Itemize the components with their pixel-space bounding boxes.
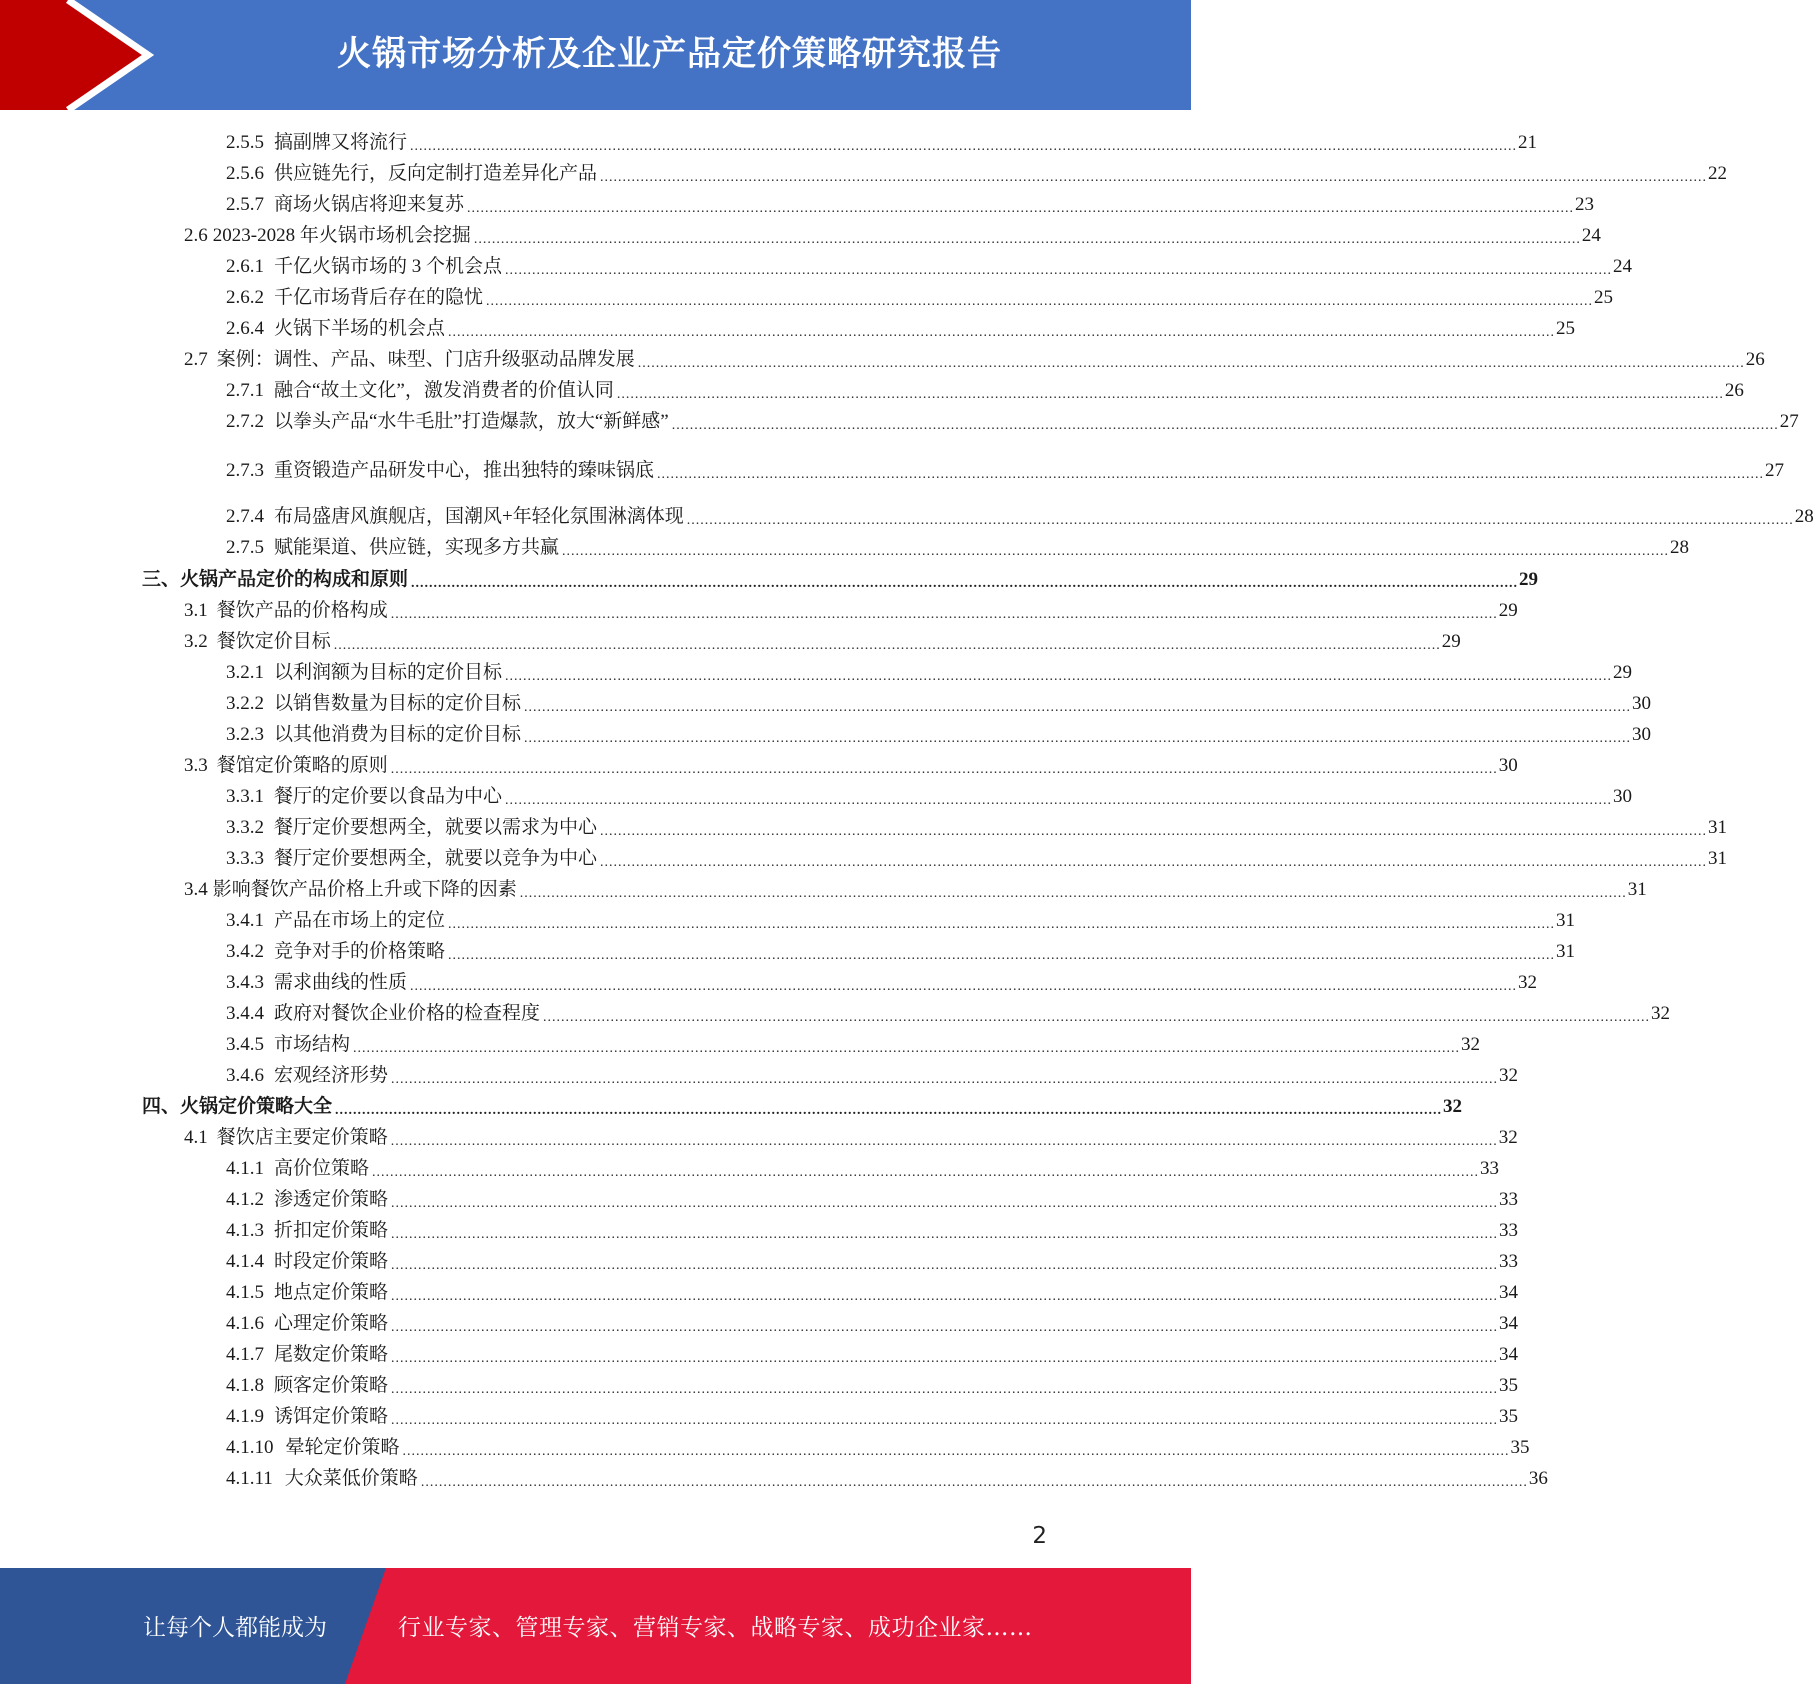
toc-dot-leader: ...................................................................................................................................................................................................................................................... xyxy=(391,1351,1499,1366)
toc-entry-title: 政府对餐饮企业价格的检查程度 xyxy=(274,1003,541,1024)
toc-entry-title: 餐馆定价策略的原则 xyxy=(216,755,388,776)
page-footer xyxy=(0,1568,1191,1684)
toc-entry-title: 重资锻造产品研发中心，推出独特的臻味锅底 xyxy=(274,460,655,481)
toc-entry[interactable] xyxy=(184,630,1461,654)
toc-entry-number: 3.2.3 xyxy=(226,724,264,745)
toc-entry-title: 餐饮店主要定价策略 xyxy=(216,1127,388,1148)
toc-entry[interactable] xyxy=(184,878,1647,902)
toc-dot-leader: ...................................................................................................................................................................................................................................................... xyxy=(391,1413,1499,1428)
toc-entry-number: 3.2 xyxy=(184,631,208,652)
toc-dot-leader: ...................................................................................................................................................................................................................................................... xyxy=(543,1010,1651,1025)
toc-dot-leader: ...................................................................................................................................................................................................................................................... xyxy=(519,886,1627,901)
toc-dot-leader: ...................................................................................................................................................................................................................................................... xyxy=(402,1444,1510,1459)
toc-entry-page: 35 xyxy=(1499,1375,1519,1396)
toc-entry-number: 3.4.3 xyxy=(226,972,264,993)
toc-entry-title: 地点定价策略 xyxy=(274,1282,389,1303)
footer-slogan-left: 让每个人都能成为 xyxy=(143,1615,327,1641)
toc-entry-number: 2.5.6 xyxy=(226,163,264,184)
toc-entry-number: 4.1.5 xyxy=(226,1282,264,1303)
toc-entry-page: 32 xyxy=(1499,1065,1519,1086)
toc-entry[interactable] xyxy=(226,1467,1548,1491)
toc-entry-number: 3.3.3 xyxy=(226,848,264,869)
toc-entry-number: 3.4.4 xyxy=(226,1003,264,1024)
toc-entry-title: 时段定价策略 xyxy=(274,1251,389,1272)
toc-entry-number: 4.1.7 xyxy=(226,1344,264,1365)
toc-entry-number: 2.6 xyxy=(184,225,208,246)
toc-entry-page: 29 xyxy=(1498,600,1518,621)
toc-dot-leader: ...................................................................................................................................................................................................................................................... xyxy=(600,824,1708,839)
toc-entry-title: 诱饵定价策略 xyxy=(274,1406,389,1427)
toc-dot-leader: ...................................................................................................................................................................................................................................................... xyxy=(390,607,1498,622)
toc-dot-leader: ...................................................................................................................................................................................................................................................... xyxy=(410,139,1518,154)
toc-entry[interactable] xyxy=(226,459,1785,483)
toc-dot-leader: ...................................................................................................................................................................................................................................................... xyxy=(390,1134,1498,1149)
toc-dot-leader: ...................................................................................................................................................................................................................................................... xyxy=(353,1041,1461,1056)
toc-entry-page: 31 xyxy=(1708,817,1728,838)
toc-entry-title: 融合“故土文化”，激发消费者的价值认同 xyxy=(274,380,614,401)
toc-entry[interactable] xyxy=(226,1002,1671,1026)
toc-entry-number: 3.4.5 xyxy=(226,1034,264,1055)
toc-entry-page: 30 xyxy=(1632,693,1652,714)
toc-entry-number: 4.1 xyxy=(184,1127,208,1148)
toc-entry-title: 2023-2028 年火锅市场机会挖掘 xyxy=(212,225,471,246)
toc-entry[interactable] xyxy=(226,1436,1530,1460)
toc-dot-leader: ...................................................................................................................................................................................................................................................... xyxy=(333,638,1441,653)
toc-entry[interactable] xyxy=(226,1219,1519,1243)
toc-entry-title: 火锅下半场的机会点 xyxy=(274,318,446,339)
toc-entry-title: 以利润额为目标的定价目标 xyxy=(274,662,503,683)
toc-entry[interactable] xyxy=(226,1033,1481,1057)
toc-entry-title: 供应链先行，反向定制打造差异化产品 xyxy=(274,163,598,184)
toc-entry-number: 4.1.3 xyxy=(226,1220,264,1241)
toc-dot-leader: ...................................................................................................................................................................................................................................................... xyxy=(637,356,1745,371)
toc-chapter-title: 三、火锅产品定价的构成和原则 xyxy=(142,569,409,590)
toc-dot-leader: ...................................................................................................................................................................................................................................................... xyxy=(391,1072,1499,1087)
toc-entry-title: 高价位策略 xyxy=(274,1158,370,1179)
toc-entry-page: 30 xyxy=(1613,786,1633,807)
toc-entry-number: 2.5.5 xyxy=(226,132,264,153)
toc-dot-leader: ...................................................................................................................................................................................................................................................... xyxy=(372,1165,1480,1180)
toc-dot-leader: ...................................................................................................................................................................................................................................................... xyxy=(448,917,1556,932)
toc-entry-title: 以销售数量为目标的定价目标 xyxy=(274,693,522,714)
toc-entry-title: 赋能渠道、供应链，实现多方共赢 xyxy=(274,537,560,558)
toc-entry[interactable] xyxy=(184,1126,1518,1150)
toc-entry-title: 尾数定价策略 xyxy=(274,1344,389,1365)
toc-entry-title: 以拳头产品“水牛毛肚”打造爆款，放大“新鲜感” xyxy=(274,411,669,432)
toc-entry-number: 3.4.6 xyxy=(226,1065,264,1086)
toc-entry-title: 晕轮定价策略 xyxy=(285,1437,400,1458)
toc-entry[interactable] xyxy=(226,162,1728,186)
toc-entry-title: 商场火锅店将迎来复苏 xyxy=(274,194,465,215)
toc-entry-title: 餐厅定价要想两全，就要以需求为中心 xyxy=(274,817,598,838)
toc-dot-leader: ...................................................................................................................................................................................................................................................... xyxy=(410,979,1518,994)
toc-entry[interactable] xyxy=(226,1064,1519,1088)
toc-entry-number: 3.3.1 xyxy=(226,786,264,807)
toc-entry-title: 宏观经济形势 xyxy=(274,1065,389,1086)
toc-dot-leader: ...................................................................................................................................................................................................................................................... xyxy=(524,731,1632,746)
toc-entry-number: 2.6.2 xyxy=(226,287,264,308)
toc-dot-leader: ...................................................................................................................................................................................................................................................... xyxy=(391,1289,1499,1304)
toc-entry-number: 3.4 xyxy=(184,879,208,900)
toc-dot-leader: ...................................................................................................................................................................................................................................................... xyxy=(390,762,1498,777)
toc-entry-number: 3.4.2 xyxy=(226,941,264,962)
toc-entry-title: 千亿火锅市场的 3 个机会点 xyxy=(274,256,503,277)
toc-entry[interactable] xyxy=(226,317,1576,341)
toc-entry[interactable] xyxy=(226,1250,1519,1274)
toc-dot-leader: ...................................................................................................................................................................................................................................................... xyxy=(505,669,1613,684)
toc-dot-leader: ...................................................................................................................................................................................................................................................... xyxy=(448,948,1556,963)
toc-chapter-title: 四、火锅定价策略大全 xyxy=(142,1096,333,1117)
toc-entry-number: 4.1.4 xyxy=(226,1251,264,1272)
toc-entry-number: 3.2.2 xyxy=(226,693,264,714)
toc-dot-leader: ...................................................................................................................................................................................................................................................... xyxy=(420,1475,1528,1490)
toc-entry[interactable] xyxy=(184,348,1765,372)
toc-entry-number: 4.1.10 xyxy=(226,1437,274,1458)
toc-entry[interactable] xyxy=(226,1405,1519,1429)
toc-dot-leader: ...................................................................................................................................................................................................................................................... xyxy=(562,544,1670,559)
toc-entry-title: 竞争对手的价格策略 xyxy=(274,941,446,962)
toc-entry-title: 产品在市场上的定位 xyxy=(274,910,446,931)
toc-dot-leader: ...................................................................................................................................................................................................................................................... xyxy=(335,1103,1443,1118)
toc-dot-leader: ...................................................................................................................................................................................................................................................... xyxy=(657,467,1765,482)
toc-entry-number: 3.1 xyxy=(184,600,208,621)
toc-entry-page: 24 xyxy=(1581,225,1601,246)
toc-entry-title: 需求曲线的性质 xyxy=(274,972,408,993)
toc-entry-page: 30 xyxy=(1498,755,1518,776)
toc-dot-leader: ...................................................................................................................................................................................................................................................... xyxy=(486,294,1594,309)
toc-entry[interactable] xyxy=(226,723,1652,747)
toc-dot-leader: ...................................................................................................................................................................................................................................................... xyxy=(505,263,1613,278)
toc-entry-page: 33 xyxy=(1499,1189,1519,1210)
toc-entry-page: 34 xyxy=(1499,1313,1519,1334)
toc-entry-page: 34 xyxy=(1499,1282,1519,1303)
toc-entry-page: 32 xyxy=(1518,972,1538,993)
toc-entry-number: 4.1.2 xyxy=(226,1189,264,1210)
toc-entry-title: 以其他消费为目标的定价目标 xyxy=(274,724,522,745)
toc-entry-number: 2.6.4 xyxy=(226,318,264,339)
toc-entry-title: 搞副牌又将流行 xyxy=(274,132,408,153)
toc-entry-page: 36 xyxy=(1528,1468,1548,1489)
toc-entry-page: 35 xyxy=(1510,1437,1530,1458)
toc-entry-page: 23 xyxy=(1575,194,1595,215)
toc-entry[interactable] xyxy=(226,131,1538,155)
toc-entry-number: 4.1.9 xyxy=(226,1406,264,1427)
toc-dot-leader: ...................................................................................................................................................................................................................................................... xyxy=(391,1382,1499,1397)
toc-entry-page: 31 xyxy=(1708,848,1728,869)
toc-entry[interactable] xyxy=(226,193,1595,217)
footer-slogan-right: 行业专家、管理专家、营销专家、战略专家、成功企业家…… xyxy=(398,1615,1033,1641)
toc-entry-number: 4.1.6 xyxy=(226,1313,264,1334)
toc-entry-number: 4.1.1 xyxy=(226,1158,264,1179)
toc-entry-page: 24 xyxy=(1613,256,1633,277)
toc-entry-page: 21 xyxy=(1518,132,1538,153)
page-number: 2 xyxy=(1032,1523,1047,1549)
toc-entry-number: 2.7.1 xyxy=(226,380,264,401)
toc-dot-leader: ...................................................................................................................................................................................................................................................... xyxy=(616,387,1724,402)
toc-entry[interactable] xyxy=(226,286,1614,310)
toc-entry[interactable] xyxy=(226,785,1633,809)
toc-dot-leader: ...................................................................................................................................................................................................................................................... xyxy=(473,232,1581,247)
toc-entry-title: 案例：调性、产品、味型、门店升级驱动品牌发展 xyxy=(216,349,635,370)
toc-entry-number: 2.7.5 xyxy=(226,537,264,558)
toc-entry-page: 32 xyxy=(1651,1003,1671,1024)
toc-entry-title: 餐厅的定价要以食品为中心 xyxy=(274,786,503,807)
toc-entry-number: 2.7 xyxy=(184,349,208,370)
toc-entry-number: 2.7.4 xyxy=(226,506,264,527)
toc-entry-page: 28 xyxy=(1670,537,1690,558)
toc-entry-page: 26 xyxy=(1745,349,1765,370)
toc-dot-leader: ...................................................................................................................................................................................................................................................... xyxy=(686,513,1794,528)
toc-entry[interactable] xyxy=(184,224,1601,248)
toc-dot-leader: ...................................................................................................................................................................................................................................................... xyxy=(600,170,1708,185)
toc-entry-title: 餐饮定价目标 xyxy=(216,631,331,652)
toc-chapter-entry[interactable] xyxy=(142,1095,1463,1119)
toc-entry-page: 32 xyxy=(1498,1127,1518,1148)
toc-entry[interactable] xyxy=(226,255,1633,279)
toc-dot-leader: ...................................................................................................................................................................................................................................................... xyxy=(391,1196,1499,1211)
toc-entry-title: 渗透定价策略 xyxy=(274,1189,389,1210)
toc-entry-page: 27 xyxy=(1765,460,1785,481)
toc-entry-number: 3.2.1 xyxy=(226,662,264,683)
toc-entry-number: 4.1.8 xyxy=(226,1375,264,1396)
toc-entry[interactable] xyxy=(226,909,1576,933)
toc-dot-leader: ...................................................................................................................................................................................................................................................... xyxy=(391,1320,1499,1335)
toc-entry[interactable] xyxy=(226,379,1744,403)
toc-entry-page: 31 xyxy=(1627,879,1647,900)
toc-dot-leader: ...................................................................................................................................................................................................................................................... xyxy=(411,576,1519,591)
toc-chapter-entry[interactable] xyxy=(142,568,1539,592)
toc-entry-page: 30 xyxy=(1632,724,1652,745)
toc-entry-page: 31 xyxy=(1556,941,1576,962)
toc-entry[interactable] xyxy=(226,1157,1500,1181)
toc-entry-number: 4.1.11 xyxy=(226,1468,273,1489)
toc-entry[interactable] xyxy=(226,536,1690,560)
toc-entry[interactable] xyxy=(226,505,1814,529)
toc-entry-number: 2.6.1 xyxy=(226,256,264,277)
toc-entry[interactable] xyxy=(226,1312,1519,1336)
toc-entry-page: 27 xyxy=(1779,411,1799,432)
toc-entry-page: 25 xyxy=(1556,318,1576,339)
toc-dot-leader: ...................................................................................................................................................................................................................................................... xyxy=(671,418,1779,433)
toc-entry[interactable] xyxy=(226,1281,1519,1305)
toc-entry-number: 3.4.1 xyxy=(226,910,264,931)
toc-entry-number: 3.3.2 xyxy=(226,817,264,838)
toc-entry[interactable] xyxy=(226,1343,1519,1367)
toc-dot-leader: ...................................................................................................................................................................................................................................................... xyxy=(467,201,1575,216)
toc-entry-page: 29 xyxy=(1519,569,1539,590)
toc-entry-title: 折扣定价策略 xyxy=(274,1220,389,1241)
toc-entry-title: 布局盛唐风旗舰店，国潮风+年轻化氛围淋漓体现 xyxy=(274,506,684,527)
toc-entry-page: 32 xyxy=(1461,1034,1481,1055)
toc-entry[interactable] xyxy=(226,692,1652,716)
toc-entry-page: 22 xyxy=(1708,163,1728,184)
toc-entry-page: 25 xyxy=(1594,287,1614,308)
toc-entry-title: 餐厅定价要想两全，就要以竞争为中心 xyxy=(274,848,598,869)
toc-dot-leader: ...................................................................................................................................................................................................................................................... xyxy=(524,700,1632,715)
toc-dot-leader: ...................................................................................................................................................................................................................................................... xyxy=(391,1258,1499,1273)
toc-entry-page: 28 xyxy=(1794,506,1814,527)
toc-entry[interactable] xyxy=(226,847,1728,871)
toc-entry-page: 29 xyxy=(1441,631,1461,652)
toc-entry-page: 35 xyxy=(1499,1406,1519,1427)
toc-entry[interactable] xyxy=(226,971,1538,995)
toc-dot-leader: ...................................................................................................................................................................................................................................................... xyxy=(391,1227,1499,1242)
toc-entry-number: 2.5.7 xyxy=(226,194,264,215)
toc-entry[interactable] xyxy=(226,410,1799,434)
toc-entry-number: 3.3 xyxy=(184,755,208,776)
toc-entry[interactable] xyxy=(226,940,1576,964)
toc-entry[interactable] xyxy=(226,1374,1519,1398)
toc-dot-leader: ...................................................................................................................................................................................................................................................... xyxy=(448,325,1556,340)
toc-entry-page: 26 xyxy=(1724,380,1744,401)
toc-entry-title: 市场结构 xyxy=(274,1034,351,1055)
report-title: 火锅市场分析及企业产品定价策略研究报告 xyxy=(337,34,1002,74)
toc-dot-leader: ...................................................................................................................................................................................................................................................... xyxy=(600,855,1708,870)
toc-entry-title: 千亿市场背后存在的隐忧 xyxy=(274,287,484,308)
toc-entry[interactable] xyxy=(184,599,1518,623)
toc-entry-page: 29 xyxy=(1613,662,1633,683)
toc-entry-title: 大众菜低价策略 xyxy=(284,1468,418,1489)
toc-entry-page: 33 xyxy=(1499,1251,1519,1272)
toc-entry-title: 顾客定价策略 xyxy=(274,1375,389,1396)
toc-entry-page: 33 xyxy=(1499,1220,1519,1241)
toc-entry-page: 34 xyxy=(1499,1344,1519,1365)
toc-entry[interactable] xyxy=(226,1188,1519,1212)
toc-entry-page: 32 xyxy=(1443,1096,1463,1117)
toc-entry-page: 31 xyxy=(1556,910,1576,931)
toc-dot-leader: ...................................................................................................................................................................................................................................................... xyxy=(505,793,1613,808)
toc-entry[interactable] xyxy=(226,816,1728,840)
toc-entry[interactable] xyxy=(184,754,1518,778)
toc-entry-page: 33 xyxy=(1480,1158,1500,1179)
toc-entry-title: 心理定价策略 xyxy=(274,1313,389,1334)
toc-entry-number: 2.7.3 xyxy=(226,460,264,481)
toc-entry-title: 餐饮产品的价格构成 xyxy=(216,600,388,621)
toc-entry[interactable] xyxy=(226,661,1633,685)
toc-entry-number: 2.7.2 xyxy=(226,411,264,432)
toc-entry-title: 影响餐饮产品价格上升或下降的因素 xyxy=(212,879,517,900)
